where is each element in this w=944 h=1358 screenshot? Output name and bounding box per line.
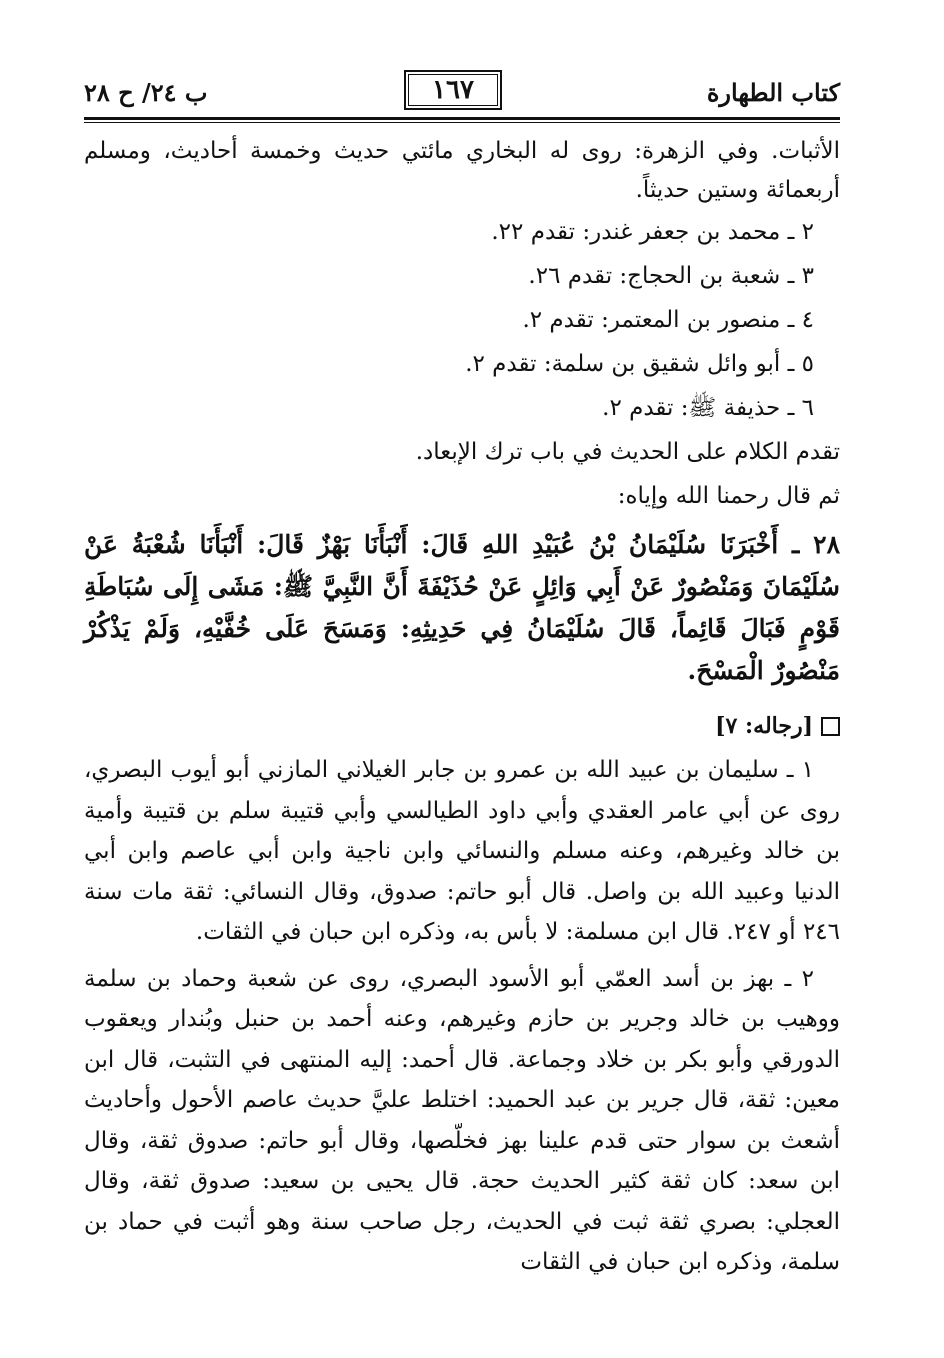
page-header xyxy=(84,70,840,114)
section-heading xyxy=(84,706,840,746)
narrator-paragraph: ٢ ـ بهز بن أسد العمّي أبو الأسود البصري، روى عن شعبة وحماد بن سلمة ووهيب بن خالد وجرير بن حازم وغيرهم، وعنه أحمد بن حنبل وبُندار ويعقوب الدورقي وأبو بكر بن خلاد وجماعة. قال أحمد: إليه المنتهى في التثبت، قال ابن معين: ثقة، قال جرير بن عبد الحميد: اختلط عليَّ حديث عاصم الأحول وأحاديث أشعث بن سوار حتى قدم علينا بهز فخلّصها، وقال أبو حاتم: صدوق ثقة، وقال ابن سعد: كان ثقة كثير الحديث حجة. قال يحيى بن سعيد: صدوق ثقة، وقال العجلي: بصري ثقة ثبت في الحديث، رجل صاحب سنة وهو أثبت في حماد بن سلمة، وذكره ابن حبان في الثقات xyxy=(84,965,840,1275)
header-rule-thick xyxy=(84,117,840,120)
list-item: ٦ ـ حذيفة ﷺ: تقدم ٢. xyxy=(602,395,814,421)
chapter-ref: ب ٢٤/ ح ٢٨ xyxy=(84,78,208,107)
book-title: كتاب الطهارة xyxy=(706,78,840,107)
hadith-text: ٢٨ ـ أَخْبَرَنَا سُلَيْمَانُ بْنُ عُبَيْدِ اللهِ قَالَ: أَنْبَأَنَا بَهْزٌ قَالَ: أَنْبَأَنَا شُعْبَةُ عَنْ سُلَيْمَانَ وَمَنْصُورٌ عَنْ أَبِي وَائِلٍ عَنْ حُذَيْفَةَ أَنَّ النَّبِيَّ ﷺ: مَشَى إِلَى سُبَاطَةِ قَوْمٍ فَبَالَ قَائِماً، قَالَ سُلَيْمَانُ فِي حَدِيثِهِ: وَمَسَحَ عَلَى خُفَّيْهِ، وَلَمْ يَذْكُرْ مَنْصُورٌ الْمَسْحَ. xyxy=(84,530,840,685)
list-item: ٥ ـ أبو وائل شقيق بن سلمة: تقدم ٢. xyxy=(465,351,814,377)
section-title: [رجاله: ٧] xyxy=(715,713,813,739)
list-item: ٢ ـ محمد بن جعفر غندر: تقدم ٢٢. xyxy=(491,219,814,245)
page-body xyxy=(84,132,840,1283)
header-rule-thin xyxy=(84,122,840,123)
page-number: ١٦٧ xyxy=(404,70,502,110)
narrator-paragraph: ١ ـ سليمان بن عبيد الله بن عمرو بن جابر الغيلاني المازني أبو أيوب البصري، روى عن أبي عامر العقدي وأبي داود الطيالسي وأبي قتيبة سلم بن قتيبة وأمية بن خالد وغيرهم، وعنه مسلم والنسائي وابن ناجية وابن أبي عاصم وابن أبي الدنيا وعبيد الله بن واصل. قال أبو حاتم: صدوق، وقال النسائي: ثقة مات سنة ٢٤٦ أو ٢٤٧. قال ابن مسلمة: لا بأس به، وذكره ابن حبان في الثقات. xyxy=(84,757,840,945)
list-item: ٣ ـ شعبة بن الحجاج: تقدم ٢٦. xyxy=(528,263,814,289)
square-box-icon xyxy=(821,717,840,736)
note-line: تقدم الكلام على الحديث في باب ترك الإبعاد. xyxy=(415,439,840,465)
intro-paragraph: الأثبات. وفي الزهرة: روى له البخاري مائتي حديث وخمسة أحاديث، ومسلم أربعمائة وستين حديثاً. xyxy=(84,138,840,203)
list-item: ٤ ـ منصور بن المعتمر: تقدم ٢. xyxy=(522,307,814,333)
note-line: ثم قال رحمنا الله وإياه: xyxy=(617,483,840,509)
